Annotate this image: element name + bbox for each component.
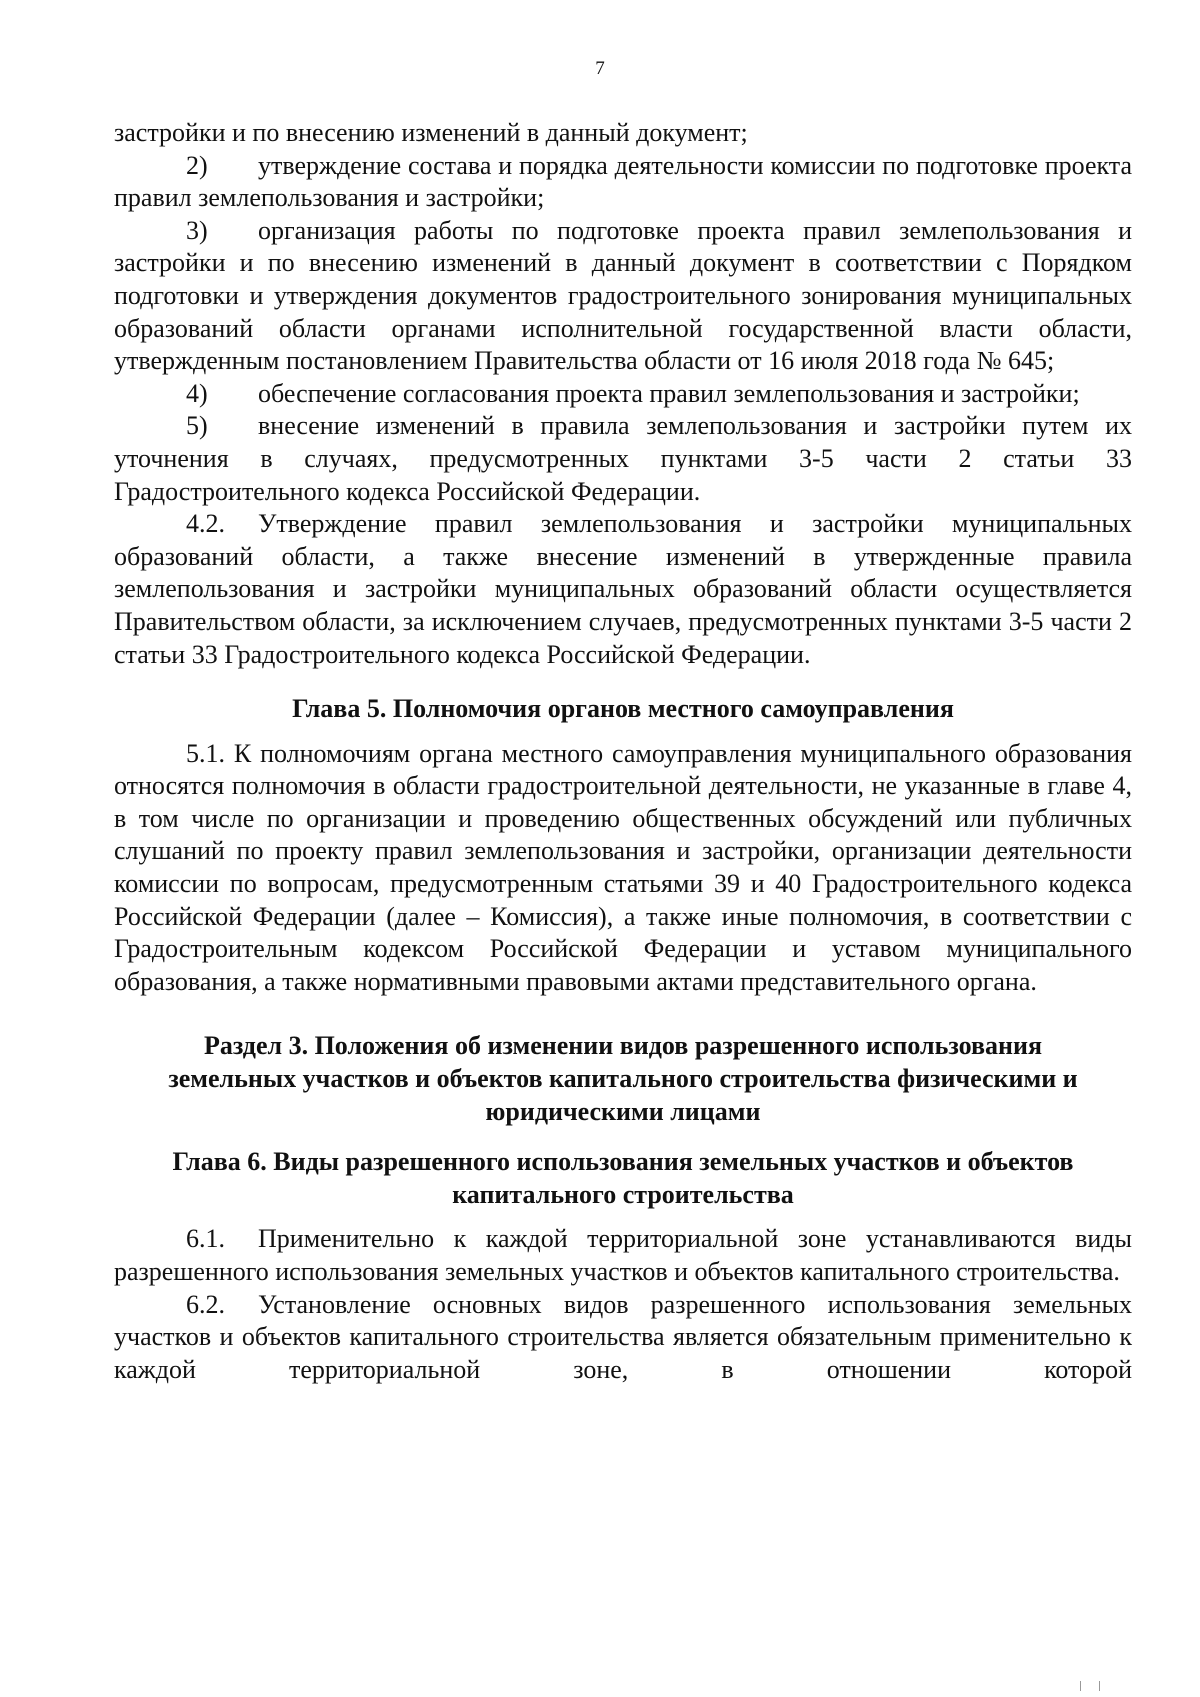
list-number: 3) (186, 215, 208, 245)
list-item-text: утверждение состава и порядка деятельности комиссии по подготовке проекта правил землепользования и застройки; (114, 150, 1132, 213)
clause-number: 6.1. (186, 1224, 225, 1254)
section-3-heading-line: Раздел 3. Положения об изменении видов разрешенного использования (203, 1031, 1043, 1061)
section-3-heading-line: земельных участков и объектов капитального строительства физическими и (168, 1064, 1078, 1094)
list-item-2 (114, 150, 1132, 215)
clause-6-1 (114, 1223, 1132, 1288)
clause-number: 6.2. (186, 1289, 225, 1319)
list-item-5 (114, 410, 1132, 508)
clause-text: Установление основных видов разрешенного использования земельных участков и объектов капитального строительства является обязательным применительно к каждой территориальной зоне, в отношении которой (114, 1289, 1132, 1384)
list-item-text: обеспечение согласования проекта правил землепользования и застройки; (258, 378, 1080, 408)
list-number: 2) (186, 150, 208, 180)
clause-number: 4.2. (186, 509, 225, 539)
clause-6-2 (114, 1289, 1132, 1387)
list-number: 5) (186, 411, 208, 441)
chapter-6-heading (114, 1146, 1132, 1211)
chapter-6-heading-line: Глава 6. Виды разрешенного использования земельных участков и объектов (172, 1147, 1074, 1177)
list-item-3 (114, 215, 1132, 378)
list-item-text: внесение изменений в правила землепользования и застройки путем их уточнения в случаях, предусмотренных пунктами 3-5 части 2 статьи 33 Градостроительного кодекса Российской Федерации. (114, 411, 1132, 506)
list-item-text: организация работы по подготовке проекта правил землепользования и застройки и по внесению изменений в данный документ в соответствии с Порядком подготовки и утверждения документов градостроительного зонирования муниципальных образований области органами исполнительной государственной власти области, утвержденным постановлением Правительства области от 16 июля 2018 года № 645; (114, 215, 1132, 376)
chapter-6-heading-line: капитального строительства (452, 1179, 794, 1209)
clause-5-1: 5.1. К полномочиям органа местного самоуправления муниципального образования относятся полномочия в области градостроительной деятельности, не указанные в главе 4, в том числе по организации и проведению общественных обсуждений или публичных слушаний по проекту правил землепользования и застройки, организации деятельности комиссии по вопросам, предусмотренным статьями 39 и 40 Градостроительного кодекса Российской Федерации (далее – Комиссия), а также иные полномочия, в соответствии с Градостроительным кодексом Российской Федерации и уставом муниципального образования, а также нормативными правовыми актами представительного органа. (114, 738, 1132, 996)
section-3-heading (114, 1030, 1132, 1128)
document-body (114, 117, 1132, 1386)
list-number: 4) (186, 378, 208, 408)
clause-4-2 (114, 508, 1132, 671)
scan-artifact (1080, 1681, 1100, 1691)
clause-text: Применительно к каждой территориальной зоне устанавливаются виды разрешенного использования земельных участков и объектов капитального строительства. (114, 1224, 1132, 1286)
page-number: 7 (595, 58, 605, 79)
section-3-heading-line: юридическими лицами (485, 1096, 761, 1126)
clause-text: Утверждение правил землепользования и застройки муниципальных образований области, а также внесение изменений в утвержденные правила землепользования и застройки муниципальных образований области осуществляется Правительством области, за исключением случаев, предусмотренных пунктами 3-5 части 2 статьи 33 Градостроительного кодекса Российской Федерации. (114, 509, 1132, 669)
paragraph-continuation: застройки и по внесению изменений в данный документ; (114, 118, 748, 147)
chapter-5-heading: Глава 5. Полномочия органов местного самоуправления (292, 694, 954, 724)
list-item-4 (114, 378, 1132, 411)
